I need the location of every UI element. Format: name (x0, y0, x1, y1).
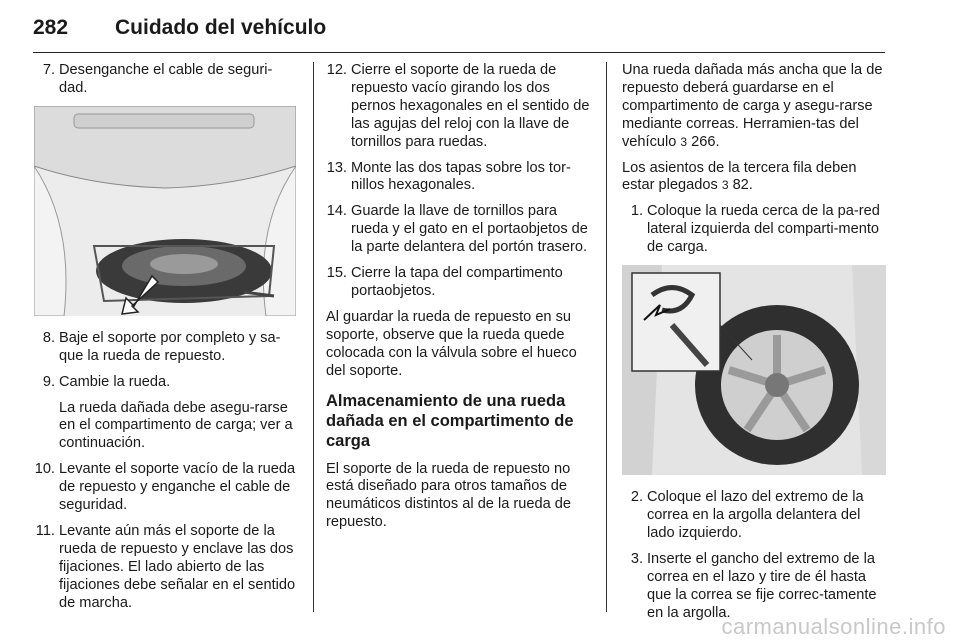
step-text: Levante el soporte vacío de la rueda de repuesto y enganche el cable de seguridad. (59, 461, 296, 514)
step-text: Inserte el gancho del extremo de la correa en el lazo y tire de él hasta que la correa se fije correc-tamente en la argolla. (647, 550, 877, 621)
page-header (33, 14, 885, 53)
step-text: Coloque la rueda cerca de la pa-red lateral izquierda del comparti-mento de carga. (647, 203, 880, 256)
step-number: 8. (42, 329, 55, 346)
illustration-svg (622, 265, 886, 475)
step-note: La rueda dañada debe asegu-rarse en el compartimento de carga; ver a continuación. (59, 399, 293, 452)
page-title: Cuidado del vehículo (115, 16, 327, 39)
list-item (326, 62, 592, 152)
list-item (34, 374, 296, 454)
step-text: Guarde la llave de tornillos para rueda y el gato en el portaobjetos de la parte delantera del portón trasero. (351, 203, 588, 256)
page-number: 282 (33, 16, 69, 39)
step-text: Monte las dos tapas sobre los tor-nillos hexagonales. (351, 159, 571, 194)
step-number: 13. (326, 159, 347, 176)
step-number: 7. (42, 62, 55, 78)
step-number: 2. (630, 489, 643, 506)
list-item (326, 203, 592, 257)
list-item (34, 461, 296, 515)
body-paragraph: Al guardar la rueda de repuesto en su soporte, observe que la rueda quede colocada con la válvula sobre el hueco del soporte. (326, 308, 577, 379)
list-item (326, 160, 592, 196)
section-heading: Almacenamiento de una rueda dañada en el compartimento de carga (326, 391, 574, 450)
list-item (622, 203, 886, 257)
list-item (34, 62, 296, 98)
spare-wheel-carrier-illustration (34, 106, 296, 316)
step-text: Coloque el lazo del extremo de la correa en la argolla delantera del lado izquierdo. (647, 489, 864, 541)
column-divider (606, 62, 607, 612)
column-2 (326, 62, 592, 540)
wheel-in-cargo-illustration (622, 265, 886, 475)
step-text: Desenganche el cable de seguri-dad. (59, 62, 273, 96)
step-text: Cierre la tapa del compartimento portaobjetos. (351, 265, 563, 299)
column-3 (622, 62, 886, 630)
step-number: 11. (35, 522, 55, 539)
column-1 (34, 62, 296, 621)
list-item (622, 551, 886, 623)
page-reference-icon: 3 (721, 178, 729, 193)
step-text: Cierre el soporte de la rueda de repuesto vacío girando los dos pernos hexagonales en el sentido de las agujas del reloj con la llave de tornillos para ruedas. (351, 62, 590, 150)
paragraph-text: Una rueda dañada más ancha que la de repuesto deberá guardarse en el compartimento de carga y asegu-rarse mediante correas. Herramien-tas del vehículo (622, 62, 883, 150)
body-paragraph (622, 62, 886, 152)
step-text: Cambie la rueda. (59, 373, 171, 390)
page-reference-icon: 3 (680, 134, 688, 149)
body-paragraph: El soporte de la rueda de repuesto no está diseñado para otros tamaños de neumáticos distintos al de la rueda de repuesto. (326, 460, 572, 531)
page-reference[interactable]: 82. (732, 177, 753, 194)
step-number: 14. (326, 203, 347, 220)
illustration-svg (34, 106, 296, 316)
paragraph-text: Los asientos de la tercera fila deben estar plegados (622, 159, 857, 194)
list-item (622, 489, 886, 543)
page-reference[interactable]: 266. (691, 133, 720, 150)
step-text: Baje el soporte por completo y sa-que la rueda de repuesto. (59, 329, 281, 364)
step-number: 1. (630, 203, 643, 220)
step-number: 15. (326, 265, 347, 282)
step-number: 12. (326, 62, 347, 78)
column-divider (313, 62, 314, 612)
step-number: 3. (630, 550, 643, 567)
step-text: Levante aún más el soporte de la rueda de repuesto y enclave las dos fijaciones. El lado abierto de las fijaciones debe señalar en el sentido de marcha. (59, 522, 296, 611)
list-item (34, 523, 296, 613)
list-item (34, 330, 296, 366)
watermark: carmanualsonline.info (721, 614, 946, 639)
step-number: 10. (34, 461, 55, 478)
step-number: 9. (42, 373, 55, 390)
body-paragraph (622, 160, 886, 196)
list-item (326, 265, 592, 301)
